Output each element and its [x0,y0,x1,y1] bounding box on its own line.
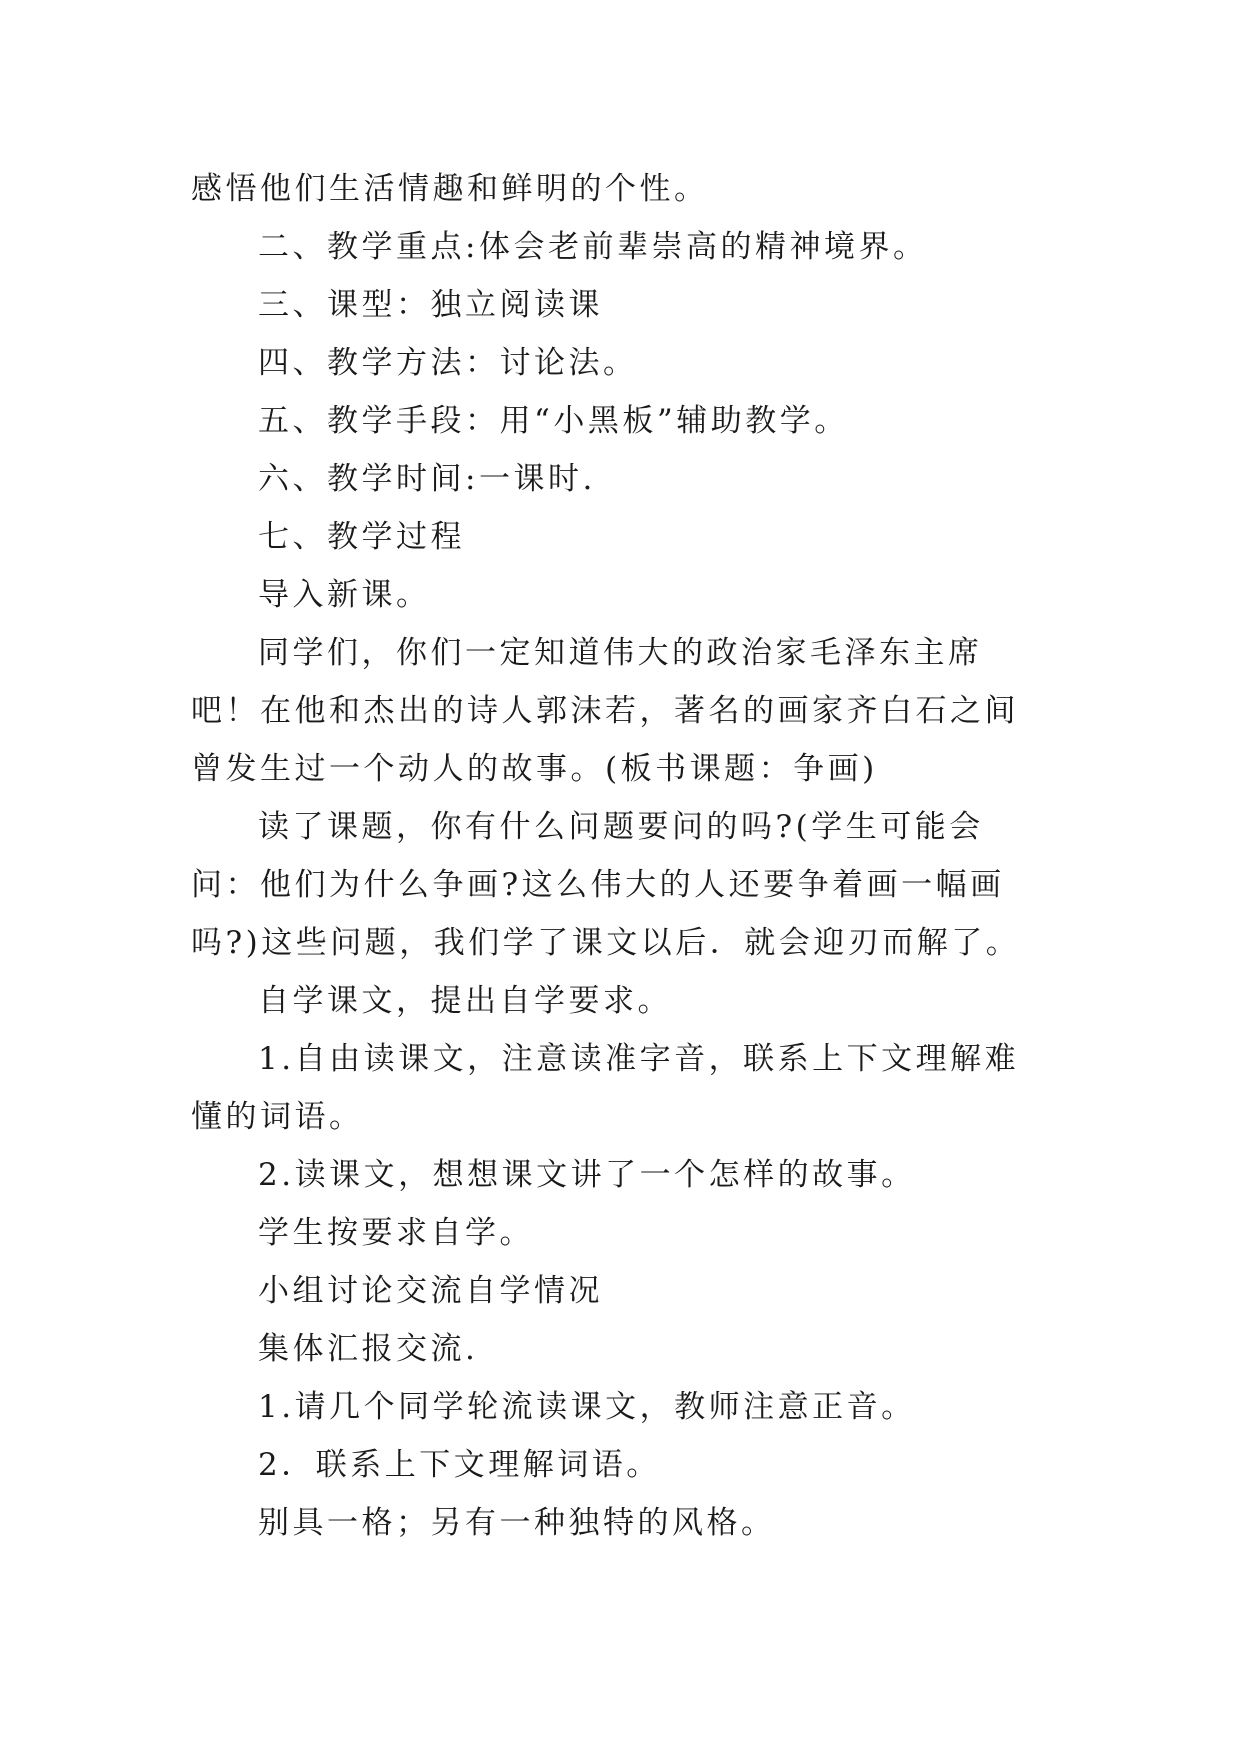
paragraph: 二、教学重点:体会老前辈崇高的精神境界。 [258,229,928,265]
paragraph: 2.读课文，想想课文讲了一个怎样的故事。 [258,1157,916,1193]
paragraph: 1.请几个同学轮流读课文，教师注意正音。 [258,1389,916,1425]
document-body [191,160,1051,1552]
paragraph: 1.自由读课文，注意读准字音，联系上下文理解难懂的词语。 [191,1041,1020,1135]
paragraph: 集体汇报交流. [258,1331,479,1367]
paragraph: 学生按要求自学。 [258,1215,534,1251]
paragraph: 导入新课。 [258,577,431,613]
paragraph: 四、教学方法：讨论法。 [258,345,638,381]
paragraph: 三、课型：独立阅读课 [258,287,603,323]
paragraph: 小组讨论交流自学情况 [258,1273,603,1309]
paragraph: 自学课文，提出自学要求。 [258,983,672,1019]
paragraph: 读了课题，你有什么问题要问的吗?(学生可能会问：他们为什么争画?这么伟大的人还要争着画一幅画吗?)这些问题，我们学了课文以后．就会迎刃而解了。 [191,809,1021,961]
paragraph: 六、教学时间:一课时. [258,461,596,497]
paragraph: 同学们，你们一定知道伟大的政治家毛泽东主席吧！在他和杰出的诗人郭沫若，著名的画家齐白石之间曾发生过一个动人的故事。(板书课题：争画) [191,635,1019,787]
paragraph: 2．联系上下文理解词语。 [258,1447,661,1483]
paragraph: 五、教学手段：用“小黑板”辅助教学。 [258,403,849,439]
paragraph: 七、教学过程 [258,519,465,555]
paragraph: 别具一格；另有一种独特的风格。 [258,1505,776,1541]
paragraph: 感悟他们生活情趣和鲜明的个性。 [191,171,709,207]
